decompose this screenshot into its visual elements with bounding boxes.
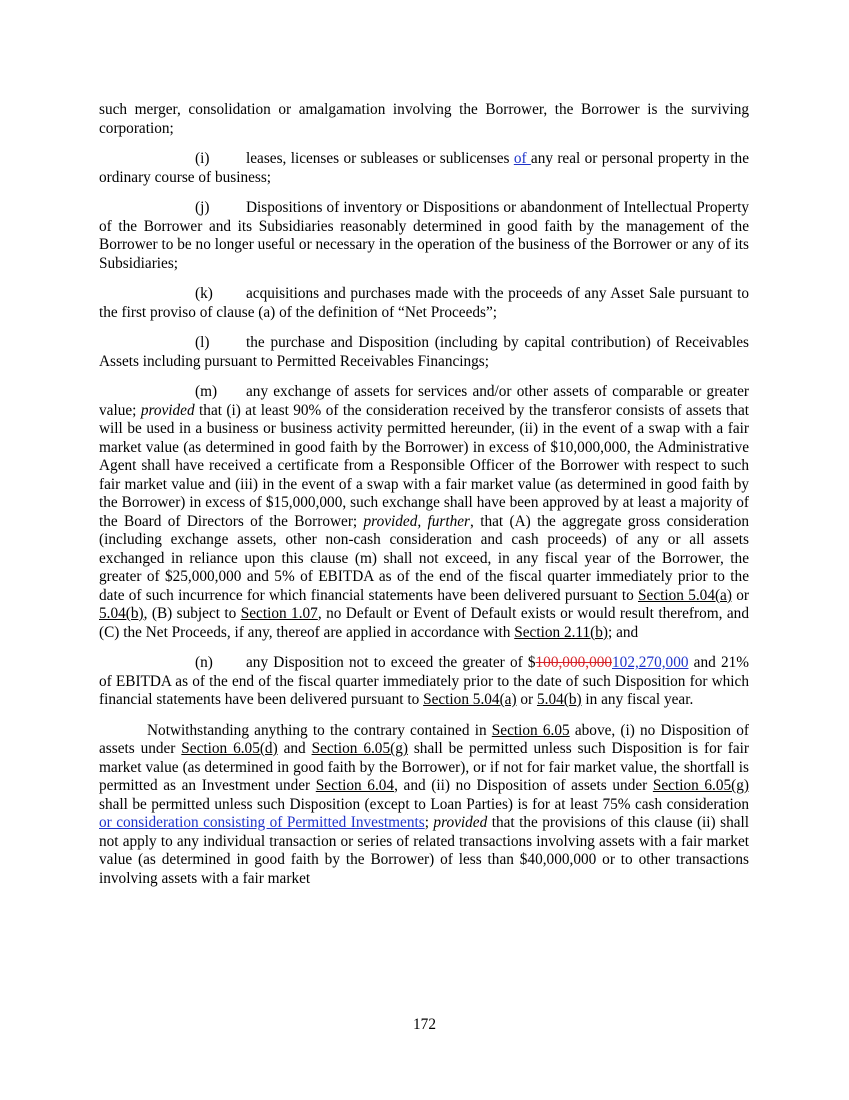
section-reference: Section 1.07 (240, 605, 318, 622)
clause-text: any real or personal property in the ordinary course of business; (99, 150, 749, 186)
clause-text: , no Default or Event of Default exists or would result therefrom, and (C) the Net Proceeds, if any, thereof are applied in accordance with (99, 605, 749, 641)
inserted-text: 102,270,000 (612, 654, 689, 671)
clause-text: any exchange of assets for services and/or other assets of comparable or greater value; (99, 383, 749, 419)
provided-further-term: provided, further (363, 512, 471, 530)
deleted-text: 100,000,000 (535, 654, 613, 671)
continuation-text: such merger, consolidation or amalgamation involving the Borrower, the Borrower is the surviving corporation; (99, 101, 749, 137)
clause-text: leases, licenses or subleases or sublicenses (246, 150, 514, 167)
paragraph-text: , and (ii) no Disposition of assets under (394, 777, 653, 794)
clause-text: or (731, 586, 749, 604)
provided-term: provided (140, 401, 195, 419)
page-number: 172 (413, 1016, 436, 1033)
inserted-text: or consideration consisting of Permitted Investments (99, 814, 425, 831)
paragraph-text: and (277, 740, 312, 757)
clause-label: (k) (195, 285, 213, 302)
clause-text: the purchase and Disposition (including by capital contribution) of Receivables Assets including pursuant to Permitted Receivables Financings; (99, 334, 749, 370)
clause-label: (m) (195, 383, 218, 400)
paragraph-text: ; (424, 814, 434, 831)
section-reference: Section 6.05(d) (181, 740, 278, 757)
clause-text: , (B) subject to (143, 605, 241, 622)
clause-text: , that (A) the aggregate gross consideration (including exchange assets, other non-cash consideration and cash proceeds) of any or all assets exchanged in reliance upon this clause (m) shall not exceed, in any fiscal year of the Borrower, the greater of $25,000,000 and 5% of EBITDA as of the end of the fiscal quarter immediately prior to the date of such incurrence for which financial statements have been delivered pursuant to (99, 512, 749, 604)
clause-text: in any fiscal year. (581, 691, 694, 708)
clause-n (99, 654, 749, 710)
section-reference: Section 6.05(g) (311, 740, 408, 757)
paragraph-continuation (99, 101, 749, 138)
clause-text: any Disposition not to exceed the greater of $ (246, 654, 536, 671)
clause-text: or (516, 691, 537, 708)
clause-label: (i) (195, 150, 210, 167)
provided-term: provided (433, 814, 488, 831)
section-reference: Section 6.05(g) (652, 777, 749, 794)
clause-text: that (i) at least 90% of the consideration received by the transferor consists of assets that will be used in a business or business activity permitted hereunder, (ii) in the event of a swap with a fair market value (as determined in good faith by the Borrower) in excess of $10,000,000, the Administrative Agent shall have received a certificate from a Responsible Officer of the Borrower with respect to such fair market value and (iii) in the event of a swap with a fair market value (as determined in good faith by the Borrower) in excess of $15,000,000, such exchange shall have been approved by at least a majority of the Board of Directors of the Borrower; (99, 401, 749, 530)
paragraph-text: above, (i) no Disposition of assets under (99, 721, 750, 757)
inserted-text: of (513, 150, 531, 167)
clause-m (99, 383, 749, 642)
document-page (99, 101, 749, 888)
clause-label: (j) (195, 199, 210, 216)
clause-l (99, 334, 749, 371)
section-reference: Section 5.04(a) (638, 586, 732, 604)
paragraph-text: shall be permitted unless such Disposition (except to Loan Parties) is for at least 75% cash consideration (99, 795, 749, 813)
clause-label: (n) (195, 654, 213, 671)
clause-text: Dispositions of inventory or Dispositions or abandonment of Intellectual Property of the Borrower and its Subsidiaries reasonably determined in good faith by the management of the Borrower to be no longer useful or necessary in the operation of the business of the Borrower or any of its Subsidiaries; (99, 199, 749, 272)
clause-text: ; and (608, 623, 639, 641)
section-reference: 5.04(b) (99, 605, 144, 622)
section-reference: Section 6.05 (491, 721, 570, 739)
clause-label: (l) (195, 334, 210, 351)
paragraph-text: Notwithstanding anything to the contrary contained in (147, 721, 492, 739)
section-reference: 5.04(b) (536, 691, 582, 708)
clause-j (99, 199, 749, 273)
clause-text: acquisitions and purchases made with the proceeds of any Asset Sale pursuant to the first proviso of clause (a) of the definition of “Net Proceeds”; (99, 285, 749, 321)
section-reference: Section 6.04 (315, 777, 395, 794)
notwithstanding-paragraph (99, 722, 749, 889)
section-reference: Section 2.11(b) (514, 623, 608, 641)
section-reference: Section 5.04(a) (423, 691, 517, 708)
paragraph-text: shall be permitted unless such Disposition is for fair market value (as determined in good faith by the Borrower), or if not for fair market value, the shortfall is permitted as an Investment under (99, 740, 749, 794)
clause-i (99, 150, 749, 187)
clause-text: and 21% of EBITDA as of the end of the fiscal quarter immediately prior to the date of such Disposition for which financial statements have been delivered pursuant to (99, 654, 749, 708)
clause-k (99, 285, 749, 322)
paragraph-text: that the provisions of this clause (ii) shall not apply to any individual transaction or series of related transactions involving assets with a fair market value (as determined in good faith by the Borrower) of less than $40,000,000 or to other transactions involving assets with a fair market (99, 814, 750, 887)
